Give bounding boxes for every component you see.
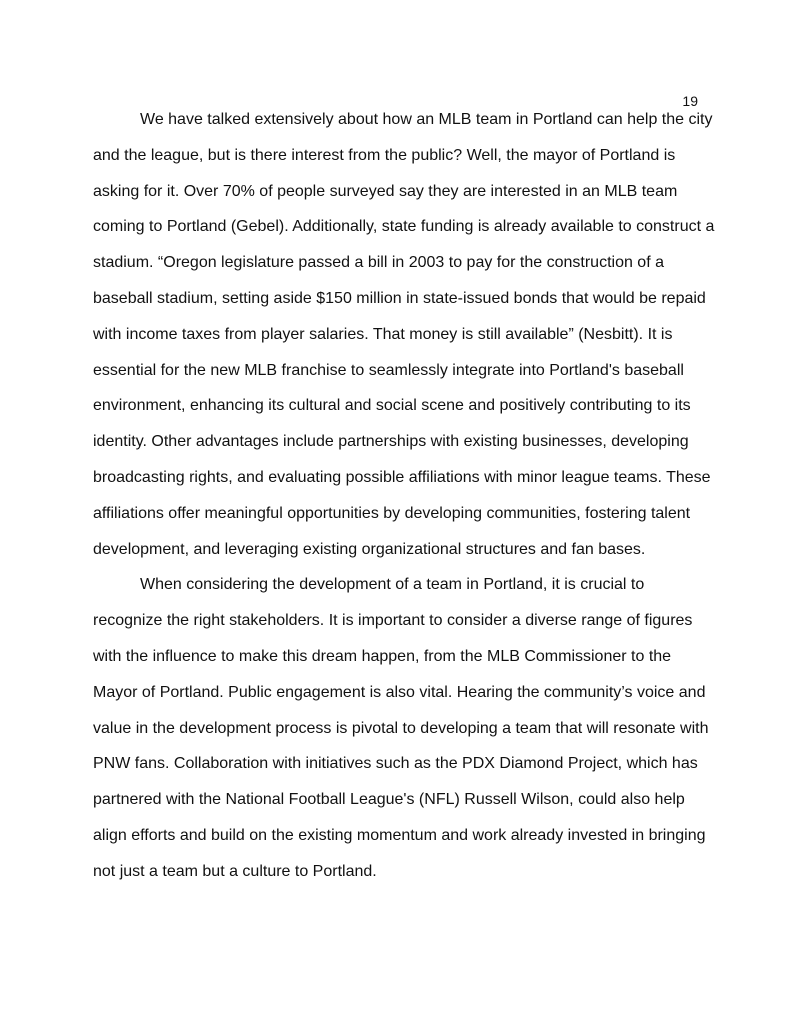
text-line: Mayor of Portland. Public engagement is also vital. Hearing the community’s voice and <box>93 683 706 701</box>
page-number: 19 <box>682 93 698 109</box>
text-line: with income taxes from player salaries. That money is still available” (Nesbitt). It is <box>93 325 673 343</box>
text-line: value in the development process is pivotal to developing a team that will resonate with <box>93 719 709 737</box>
body-text <box>93 102 715 890</box>
text-line: We have talked extensively about how an MLB team in Portland can help the city <box>140 111 713 128</box>
text-line: environment, enhancing its cultural and social scene and positively contributing to its <box>93 397 691 415</box>
text-line: development, and leveraging existing organizational structures and fan bases. <box>93 540 646 558</box>
text-line: partnered with the National Football League's (NFL) Russell Wilson, could also help <box>93 791 685 809</box>
text-line: PNW fans. Collaboration with initiatives such as the PDX Diamond Project, which has <box>93 755 698 773</box>
text-line: asking for it. Over 70% of people surveyed say they are interested in an MLB team <box>93 182 678 200</box>
text-line: essential for the new MLB franchise to seamlessly integrate into Portland's baseball <box>93 361 684 379</box>
text-line: affiliations offer meaningful opportunities by developing communities, fostering talent <box>93 504 691 522</box>
text-line: and the league, but is there interest from the public? Well, the mayor of Portland is <box>93 146 676 164</box>
text-line: identity. Other advantages include partnerships with existing businesses, developing <box>93 433 689 451</box>
text-line: stadium. “Oregon legislature passed a bill in 2003 to pay for the construction of a <box>93 254 664 272</box>
text-line: baseball stadium, setting aside $150 million in state-issued bonds that would be repaid <box>93 289 706 307</box>
text-line: align efforts and build on the existing momentum and work already invested in bringing <box>93 826 706 844</box>
text-line: broadcasting rights, and evaluating possible affiliations with minor league teams. These <box>93 468 711 486</box>
text-line: recognize the right stakeholders. It is important to consider a diverse range of figures <box>93 612 693 630</box>
text-line: with the influence to make this dream happen, from the MLB Commissioner to the <box>93 647 672 665</box>
text-line: coming to Portland (Gebel). Additionally, state funding is already available to construct a <box>93 218 715 236</box>
text-line: not just a team but a culture to Portland. <box>93 862 377 880</box>
text-line: When considering the development of a team in Portland, it is crucial to <box>140 576 645 594</box>
